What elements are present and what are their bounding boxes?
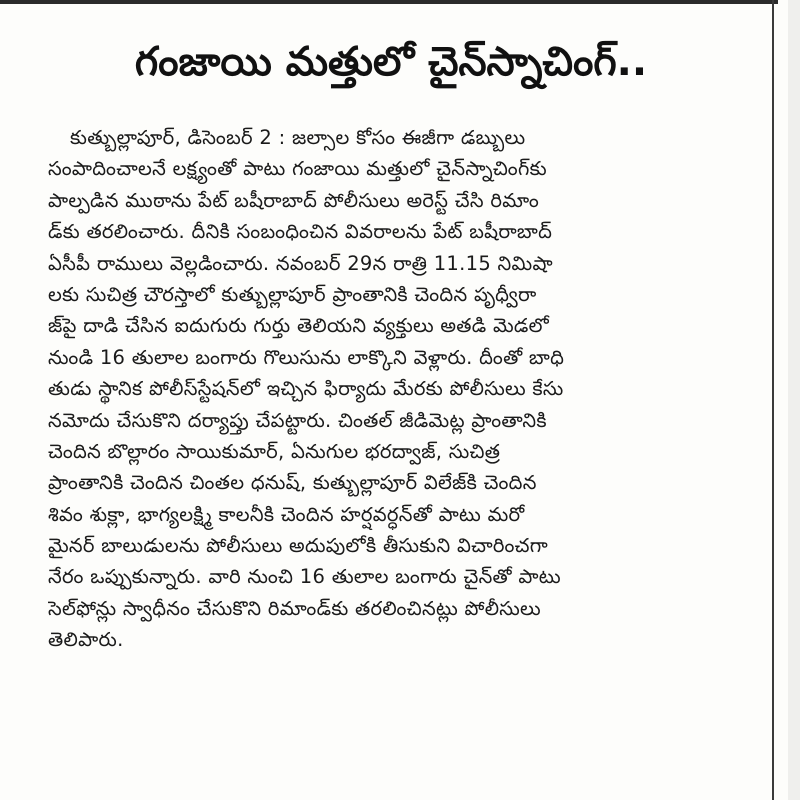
body-line: తుడు స్థానిక పోలీస్‌స్టేషన్‌లో ఇచ్చిన ఫిర్యాదు మేరకు పోలీసులు కేసు xyxy=(48,377,564,401)
body-line: కుత్బుల్లాపూర్‌, డిసెంబర్‌ 2 : జల్సాల కోసం ఈజీగా డబ్బులు xyxy=(70,126,526,149)
body-line: శివం శుక్లా, భాగ్యలక్ష్మి కాలనీకి చెందిన హర్షవర్ధన్‌తో పాటు మరో xyxy=(48,502,525,526)
body-line: నేరం ఒప్పుకున్నారు. వారి నుంచి 16 తులాల బంగారు చైన్‌తో పాటు xyxy=(48,565,561,589)
body-line: పాల్పడిన ముఠాను పేట్‌ బషీరాబాద్‌ పోలీసులు అరెస్ట్‌ చేసి రిమాం xyxy=(48,188,540,212)
body-line: తెలిపారు. xyxy=(48,628,124,652)
body-line: చెందిన బొల్లారం సాయికుమార్‌, ఏనుగుల భరద్వాజ్‌, సుచిత్ర xyxy=(48,439,501,463)
body-line: లకు సుచిత్ర చౌరస్తాలో కుత్బుల్లాపూర్‌ ప్రాంతానికి చెందిన పృధ్వీరా xyxy=(48,282,537,306)
body-line: జ్‌పై దాడి చేసిన ఐదుగురు గుర్తు తెలియని వ్యక్తులు అతడి మెడలో xyxy=(48,314,549,338)
adjacent-column-edge xyxy=(788,0,800,800)
body-line: మైనర్‌ బాలుడులను పోలీసులు అదుపులోకి తీసుకుని విచారించగా xyxy=(48,534,549,558)
body-line: ప్రాంతానికి చెందిన చింతల ధనుష్‌, కుత్బుల్లాపూర్‌ విలేజ్‌కి చెందిన xyxy=(48,471,537,495)
body-line: నమోదు చేసుకొని దర్యాప్తు చేపట్టారు. చింతల్‌ జీడిమెట్ల ప్రాంతానికి xyxy=(48,408,547,432)
body-line: డ్‌కు తరలించారు. దీనికి సంబంధించిన వివరాలను పేట్‌ బషీరాబాద్‌ xyxy=(48,220,553,244)
body-line: సంపాదించాలనే లక్ష్యంతో పాటు గంజాయి మత్తులో చైన్‌స్నాచింగ్‌కు xyxy=(48,157,547,181)
body-line: నుండి 16 తులాల బంగారు గొలుసును లాక్కొని వెళ్లారు. దీంతో బాధి xyxy=(48,345,565,369)
article-body xyxy=(48,122,748,656)
top-rule xyxy=(0,0,778,4)
headline: గంజాయి మత్తులో చైన్‌స్నాచింగ్‌.. xyxy=(134,39,648,85)
body-line: సెల్‌ఫోన్లు స్వాధీనం చేసుకొని రిమాండ్‌కు తరలించినట్లు పోలీసులు xyxy=(48,596,541,620)
body-line: ఏసీపీ రాములు వెల్లడించారు. నవంబర్‌ 29న రాత్రి 11.15 నిమిషా xyxy=(48,251,553,275)
column-divider xyxy=(772,0,774,800)
